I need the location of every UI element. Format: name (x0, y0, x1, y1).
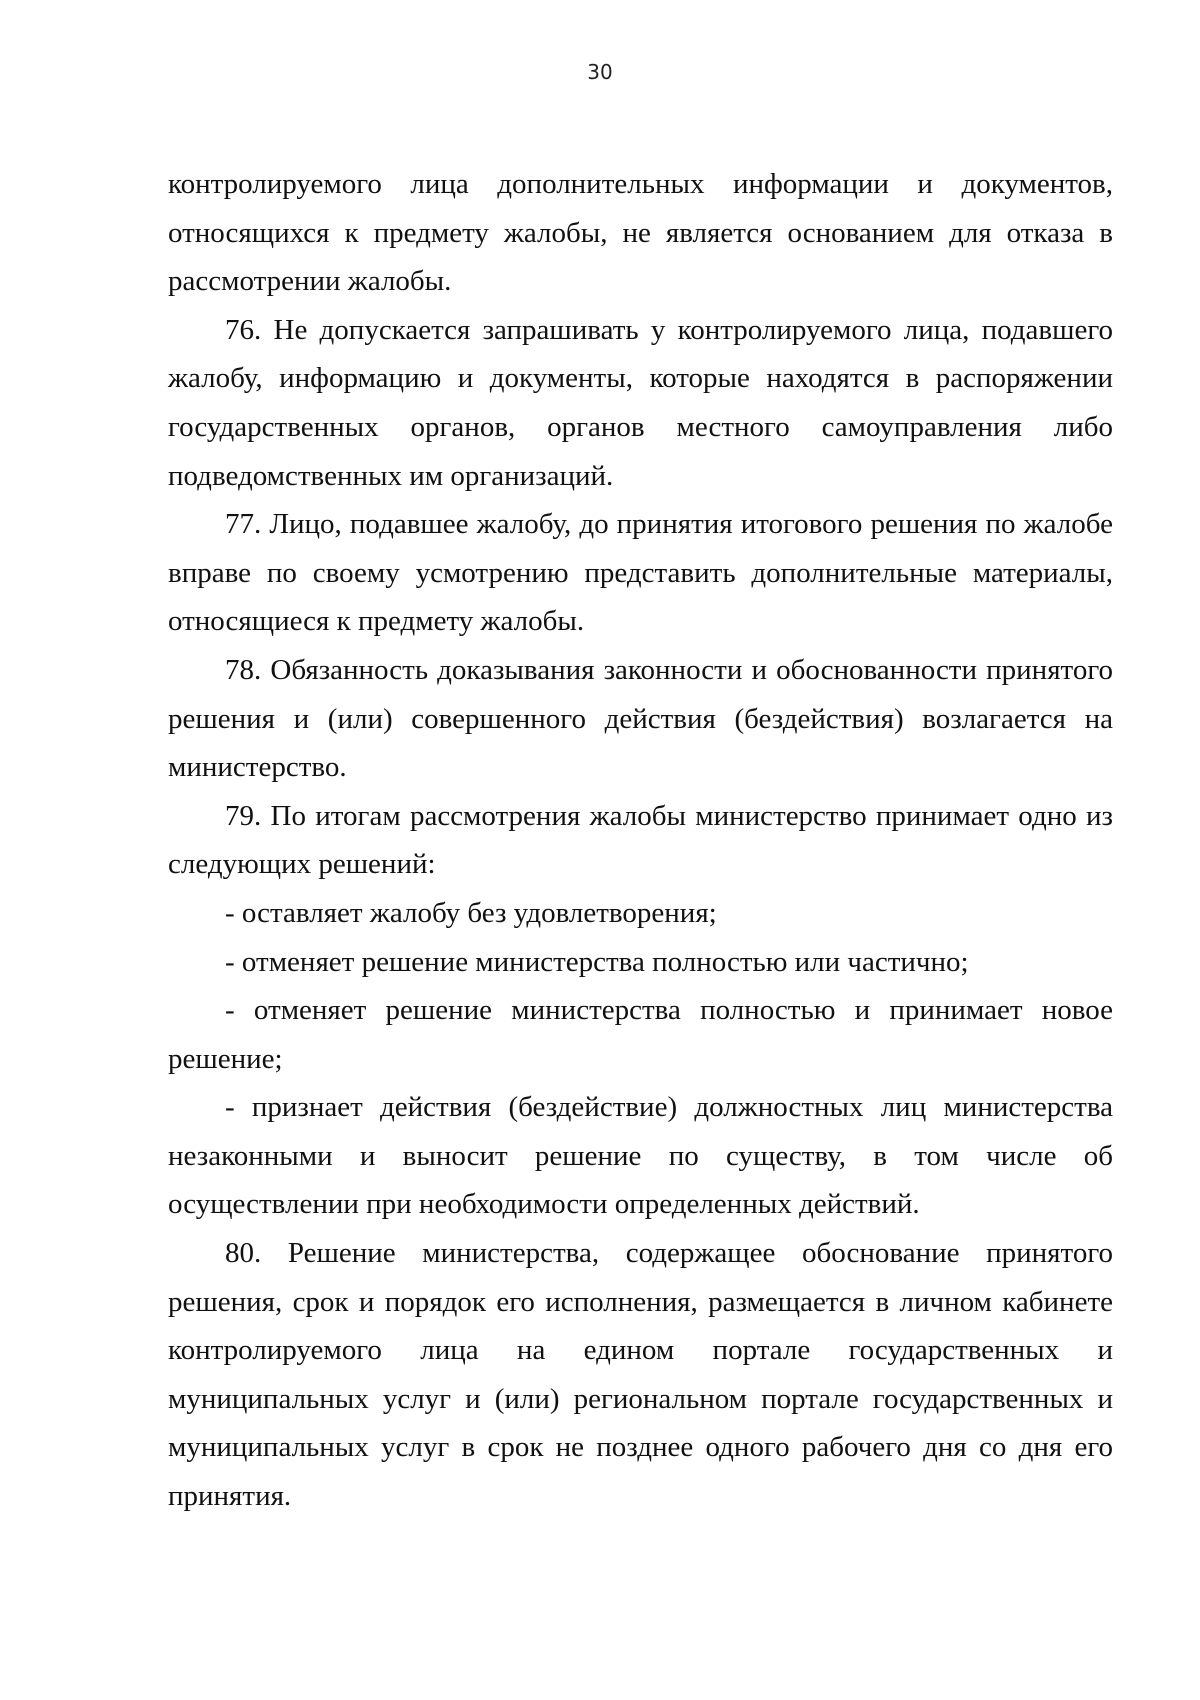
paragraph-78: 78. Обязанность доказывания законности и обоснованности принятого решения и (или) совершенного действия (бездействия) возлагается на министерство. (168, 653, 1113, 784)
document-body (168, 160, 1113, 1521)
paragraph-79: 79. По итогам рассмотрения жалобы министерство принимает одно из следующих решений: (168, 799, 1113, 881)
list-item-cancel-partially: - отменяет решение министерства полностью или частично; (225, 945, 969, 978)
paragraph-continuation: контролируемого лица дополнительных информации и документов, относящихся к предмету жалобы, не является основанием для отказа в рассмотрении жалобы. (168, 168, 1113, 298)
list-item-leave-complaint: - оставляет жалобу без удовлетворения; (225, 896, 717, 929)
page-number: 30 (587, 60, 613, 84)
list-item-recognize-unlawful: - признает действия (бездействие) должностных лиц министерства незаконными и выносит решение по существу, в том числе об осуществлении при необходимости определенных действий. (168, 1091, 1113, 1221)
paragraph-76: 76. Не допускается запрашивать у контролируемого лица, подавшего жалобу, информацию и документы, которые находятся в распоряжении государственных органов, органов местного самоуправления либо подведомственных им организаций. (168, 313, 1113, 492)
paragraph-77: 77. Лицо, подавшее жалобу, до принятия итогового решения по жалобе вправе по своему усмотрению представить дополнительные материалы, относящиеся к предмету жалобы. (168, 508, 1113, 638)
paragraph-80: 80. Решение министерства, содержащее обоснование принятого решения, срок и порядок его исполнения, размещается в личном кабинете контролируемого лица на едином портале государственных и муниципальных услуг и (или) региональном портале государственных и муниципальных услуг в срок не позднее одного рабочего дня со дня его принятия. (168, 1237, 1113, 1513)
list-item-cancel-new-decision: - отменяет решение министерства полностью и принимает новое решение; (168, 994, 1113, 1075)
